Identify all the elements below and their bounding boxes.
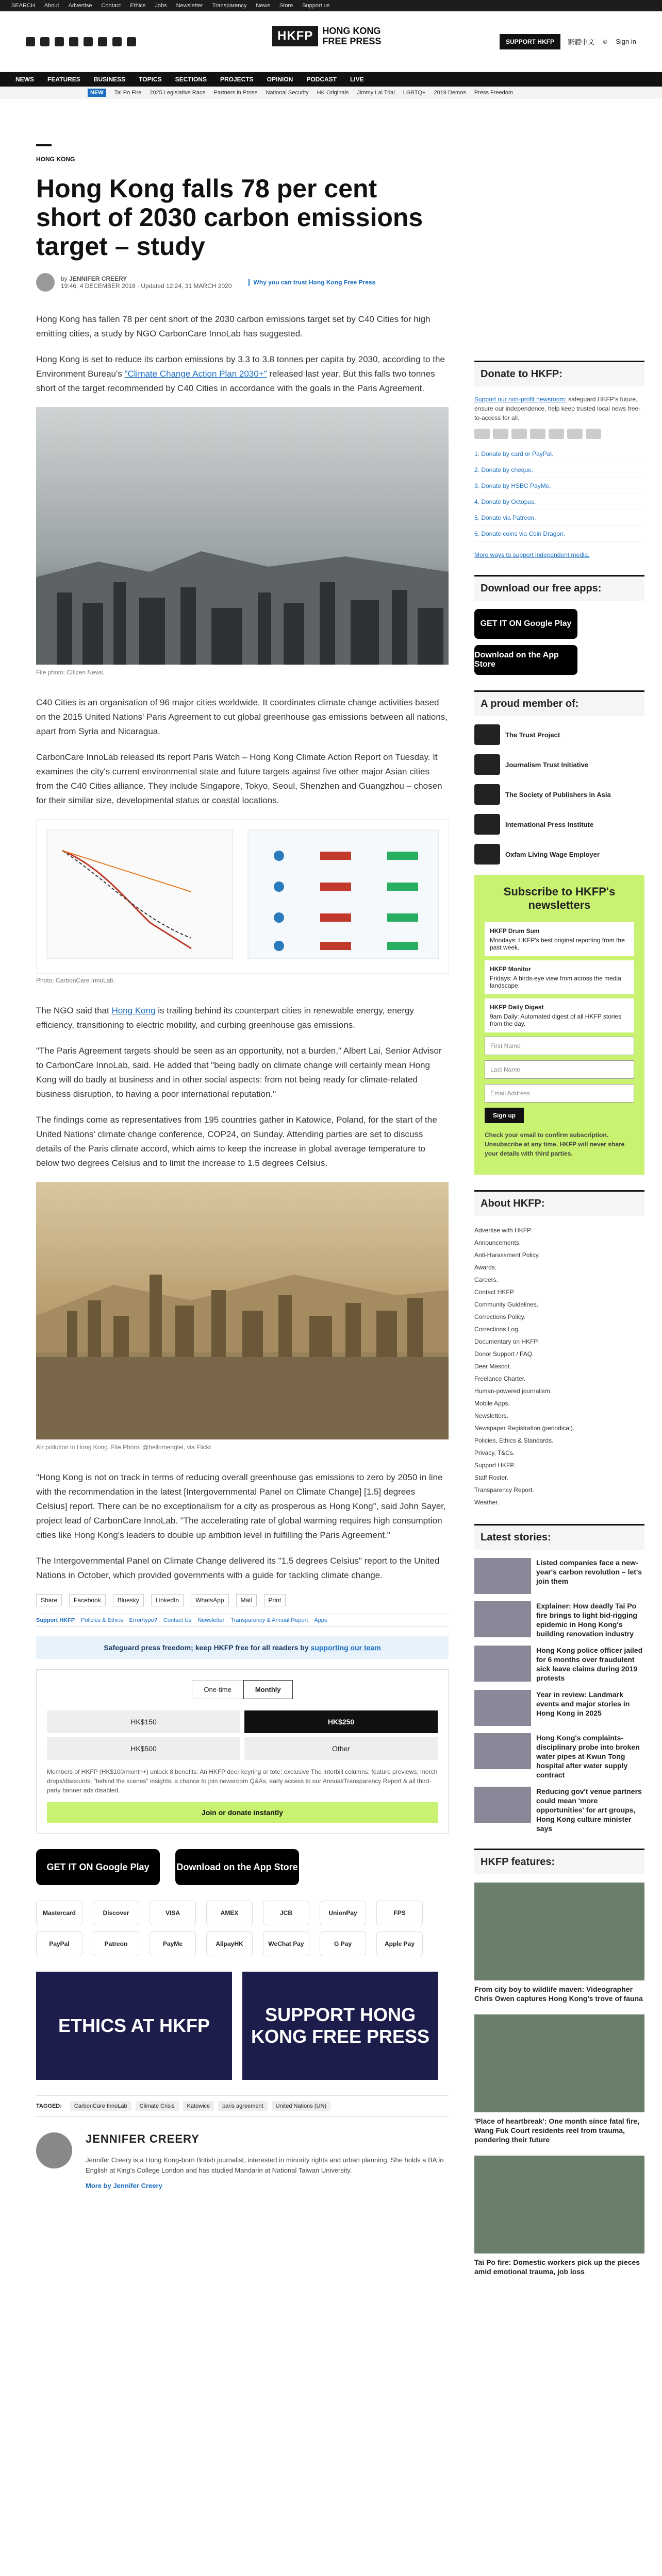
latest-story[interactable] (474, 1558, 644, 1594)
site-logo[interactable] (272, 26, 381, 46)
topbar-link[interactable]: Support us (302, 3, 330, 9)
about-link[interactable]: Transparency Report. (474, 1486, 534, 1494)
story-thumbnail (474, 1787, 531, 1823)
text: is trailing behind its counterpart cities in renewable energy, energy efficiency, transitioning to electric mobility, and curbing greenhouse gas emissions. (36, 1006, 414, 1030)
about-link[interactable]: Staff Roster. (474, 1474, 508, 1481)
app-store-badge[interactable]: Download on the App Store (474, 645, 577, 675)
apps-heading: Download our free apps: (474, 575, 644, 601)
story-title: Listed companies face a new-year's carbon revolution – let's join them (536, 1558, 642, 1585)
payment-logo: PayMe (150, 1931, 196, 1956)
photo-caption: File photo: Citizen News. (36, 669, 105, 676)
instagram-icon[interactable] (55, 37, 64, 46)
share-button[interactable]: Share (36, 1594, 62, 1606)
subnav-item[interactable]: 2025 Legislative Race (150, 90, 206, 96)
story-thumbnail (474, 1690, 531, 1726)
story-thumbnail (474, 1601, 531, 1637)
app-badges (36, 1849, 449, 1885)
about-link[interactable]: Documentary on HKFP. (474, 1338, 539, 1345)
member-logo[interactable] (474, 814, 644, 835)
topbar-link[interactable]: Newsletter (176, 3, 203, 9)
payment-logo: FPS (376, 1901, 423, 1925)
main-nav (0, 72, 662, 87)
report-chart-graphic (37, 820, 448, 973)
newsletter-desc: Fridays: A birds-eye view from across the media landscape. (490, 975, 621, 989)
nav-item[interactable]: OPINION (267, 76, 293, 83)
mail-share[interactable]: Mail (236, 1594, 257, 1606)
user-icon[interactable]: ☺ (601, 38, 609, 45)
amount-options (47, 1710, 438, 1760)
article (36, 144, 449, 2190)
author-name[interactable]: JENNIFER CREERY (86, 2132, 200, 2145)
paragraph: The Intergovernmental Panel on Climate Change delivered its "1.5 degrees Celsius" report to the United Nations in October, which provided governments with a guide for tackling climate change. (36, 1556, 440, 1580)
x-icon[interactable] (40, 37, 49, 46)
paragraph: The findings come as representatives from 195 countries gather in Katowice, Poland, for the start of the United Nations' climate change conference, COP24, on Sunday. Attending parties are set to discuss details of the Paris climate accord, which aims to keep the increase in global average temperature to below two degrees Celsius and to limit the increase to 1.5 degrees Celsius. (36, 1115, 437, 1168)
logo-line: HONG KONG (322, 26, 381, 36)
feature-story[interactable] (474, 2014, 644, 2144)
article-dates: 19:46, 4 DECEMBER 2018 · Updated 12:24, 31 MARCH 2020 (61, 282, 232, 290)
paragraph (36, 1004, 449, 1032)
member-logo[interactable] (474, 784, 644, 805)
support-video[interactable]: SUPPORT HONG KONG FREE PRESS (242, 1972, 438, 2080)
author-photo (36, 2132, 72, 2168)
report-chart-image (36, 819, 449, 974)
payment-logo: WeChat Pay (263, 1931, 309, 1956)
paragraph: C40 Cities is an organisation of 96 major cities worldwide. It coordinates climate change activities based on the 2015 United Nations' Paris Agreement to cut global greenhouse gas emissions between all nations, apart from Syria and Nicaragua. (36, 698, 448, 736)
paragraph: "Hong Kong is not on track in terms of reducing overall greenhouse gas emissions to zero by 2050 in line with the recommendation in the latest [Intergovernmental Panel on Climate Change] [1.5] degrees Celsius] report. There can be no exceptionalism for a city as prosperous as Hong Kong", said John Sayer, project lead of CarbonCare InnoLab. "The accelerating rate of global warming requires high consumption cities like Hong Kong's leaders to double up ambition level in fulfilling the Paris Agreement." (36, 1472, 446, 1540)
ethics-video[interactable]: ETHICS AT HKFP (36, 1972, 232, 2080)
story-thumbnail (474, 1733, 531, 1769)
story-title: Hong Kong's complaints-disciplinary probe into broken water pipes at Kwun Tong hospital after water supply contract (536, 1734, 640, 1779)
paragraph: CarbonCare InnoLab released its report Paris Watch – Hong Kong Climate Action Report on Tuesday. It examines the city's current environmental state and future targets against five other major Asian cities from the C40 Cities alliance. They include Singapore, Tokyo, Seoul, Shenzhen and Guangzhou – chosen for their similar size, developmental status or coastal locations. (36, 752, 442, 805)
payment-logo: Apple Pay (376, 1931, 423, 1956)
donate-method[interactable]: 3. Donate by HSBC PayMe. (474, 478, 644, 494)
amount-option[interactable]: HK$500 (47, 1737, 240, 1760)
donate-method[interactable]: 4. Donate by Octopus. (474, 494, 644, 510)
story-thumbnail (474, 1646, 531, 1682)
donate-intro-link[interactable]: Support our non-profit newsroom: (474, 396, 567, 403)
signin-link[interactable]: Sign in (616, 38, 636, 45)
top-bar (0, 0, 662, 11)
membership-benefits: Members of HKFP (HK$100/month+) unlock 8 benefits: An HKFP deer keyring or tote; exclusive The Interbill columns; feature previews; merch drops/discounts; "behind the scenes" insights; a chance to join newsroom Q&As, early access to our Annual/Transparency Report & all third-party banner ads disabled. (47, 1768, 438, 1794)
payment-logo: JCB (263, 1901, 309, 1925)
google-play-badge[interactable]: GET IT ON Google Play (474, 609, 577, 639)
tag-link[interactable]: United Nations (UN) (272, 2101, 330, 2111)
feature-image (474, 1883, 644, 1980)
donate-banner (36, 1636, 449, 1659)
topbar-link[interactable]: Contact (101, 3, 121, 9)
feature-story[interactable] (474, 2156, 644, 2276)
topbar-link[interactable]: Transparency (212, 3, 247, 9)
payment-logo: Discover (93, 1901, 139, 1925)
latest-story[interactable] (474, 1787, 644, 1833)
newsletter-title: Subscribe to HKFP's newsletters (503, 885, 616, 911)
tag-link[interactable]: paris agreement (218, 2101, 268, 2111)
payment-logo: VISA (150, 1901, 196, 1925)
facebook-share[interactable]: Facebook (69, 1594, 106, 1606)
support-link[interactable]: Newsletter (197, 1617, 225, 1623)
nav-item[interactable]: PROJECTS (220, 76, 254, 83)
payment-logo: AMEX (206, 1901, 253, 1925)
signup-button[interactable]: Sign up (485, 1108, 524, 1123)
telegram-icon[interactable] (98, 37, 107, 46)
print-button[interactable]: Print (264, 1594, 286, 1606)
latest-list (474, 1558, 644, 1833)
support-button[interactable]: SUPPORT HKFP (500, 34, 560, 49)
support-link[interactable]: Support HKFP (36, 1617, 75, 1623)
topbar-link[interactable]: About (44, 3, 59, 9)
member-logo[interactable] (474, 754, 644, 775)
donate-method[interactable]: 2. Donate by cheque. (474, 462, 644, 478)
logo-text (322, 26, 381, 46)
about-link[interactable]: Anti-Harassment Policy. (474, 1251, 540, 1259)
tagged-label: TAGGED: (36, 2103, 62, 2109)
subnav-item[interactable]: LGBTQ+ (403, 90, 426, 96)
applepay-icon (567, 429, 583, 439)
topbar-link[interactable]: Store (279, 3, 293, 9)
gpay-icon (586, 429, 601, 439)
jcb-icon (530, 429, 545, 439)
about-list (474, 1224, 644, 1509)
tag-list (36, 2095, 449, 2117)
story-thumbnail (474, 1558, 531, 1594)
amount-option[interactable]: Other (244, 1737, 438, 1760)
nav-item[interactable]: SECTIONS (175, 76, 207, 83)
about-link[interactable]: Policies, Ethics & Standards. (474, 1437, 554, 1444)
header-actions (500, 34, 636, 49)
author-link[interactable]: JENNIFER CREERY (69, 275, 127, 282)
promo-videos (36, 1972, 449, 2080)
threads-icon[interactable] (69, 37, 78, 46)
author-box (36, 2132, 449, 2190)
newsletter-option[interactable] (485, 922, 634, 956)
payment-logo: Mastercard (36, 1901, 82, 1925)
visa-icon (493, 429, 508, 439)
about-link[interactable]: Announcements. (474, 1239, 521, 1246)
tab-monthly[interactable]: Monthly (243, 1680, 293, 1699)
member-name: International Press Institute (505, 820, 594, 828)
topbar-link[interactable]: Advertise (68, 3, 92, 9)
last-name-input[interactable]: Last Name (485, 1060, 634, 1079)
story-title: Explainer: How deadly Tai Po fire brings to light bid-rigging epidemic in Hong Kong's building renovation industry (536, 1602, 637, 1638)
amount-option-selected[interactable]: HK$250 (244, 1710, 438, 1733)
amount-option[interactable]: HK$150 (47, 1710, 240, 1733)
chart-caption: Photo: CarbonCare InnoLab. (36, 977, 115, 984)
bluesky-share[interactable]: Bluesky (113, 1594, 144, 1606)
smog-photo (36, 407, 449, 665)
subnav-item[interactable]: Press Freedom (474, 90, 514, 96)
about-link[interactable]: Newspaper Registration (periodical). (474, 1425, 575, 1432)
logo-box: HKFP (272, 26, 318, 46)
donate-method[interactable]: 1. Donate by card or PayPal. (474, 446, 644, 462)
text: Hong Kong is set to reduce its carbon emissions by 3.3 to 3.8 tonnes per capita by 2030, according to the Environment Bureau's (36, 354, 445, 379)
harbour-photo (36, 1182, 449, 1439)
payment-logo: Patreon (93, 1931, 139, 1956)
about-link[interactable]: Weather. (474, 1499, 499, 1506)
share-bar (36, 1594, 449, 1606)
latest-story[interactable] (474, 1690, 644, 1726)
support-link[interactable]: Error/typo? (129, 1617, 157, 1623)
join-button[interactable]: Join or donate instantly (47, 1802, 438, 1823)
story-title: Reducing gov't venue partners could mean 'more opportunities' for art groups, Hong Kong culture minister says (536, 1787, 642, 1833)
article-title: Hong Kong falls 78 per cent short of 2030 carbon emissions target – study (36, 174, 423, 261)
first-name-input[interactable]: First Name (485, 1037, 634, 1055)
donate-form (36, 1669, 449, 1834)
card-icons (474, 429, 644, 439)
support-link[interactable]: Transparency & Annual Report (230, 1617, 308, 1623)
latest-story[interactable] (474, 1733, 644, 1780)
photo-caption: Air pollution in Hong Kong. File Photo: @hellomenglei, via Flickr. (36, 1444, 213, 1451)
donate-intro-text: safeguard HKFP's future, ensure our independence, help keep trusted local news free-to-access for all. (474, 396, 641, 421)
trust-project-icon (474, 724, 500, 745)
donate-method[interactable]: 6. Donate coins via Coin Dragon. (474, 526, 644, 542)
more-ways-link[interactable]: More ways to support independent media. (474, 551, 590, 558)
by-label: by (61, 275, 68, 282)
newsletter-name: HKFP Drum Sum (490, 927, 540, 935)
topbar-link[interactable]: Jobs (155, 3, 167, 9)
payment-logo: AlipayHK (206, 1931, 253, 1956)
nav-item[interactable]: TOPICS (139, 76, 162, 83)
about-link[interactable]: Awards. (474, 1264, 497, 1271)
frequency-tabs (47, 1680, 438, 1699)
rss-icon[interactable] (127, 37, 136, 46)
logo-line: FREE PRESS (322, 36, 382, 46)
amex-icon (511, 429, 527, 439)
newsletter-note: Check your email to confirm subscription. Unsubscribe at any time. HKFP will never share your details with third parties. (485, 1131, 625, 1157)
nav-item[interactable]: LIVE (350, 76, 364, 83)
tag-link[interactable]: Katowice (183, 2101, 214, 2111)
about-link[interactable]: Contact HKFP. (474, 1289, 515, 1296)
social-links (26, 37, 136, 46)
subnav-item[interactable]: HK Originals (317, 90, 349, 96)
member-name: The Trust Project (505, 731, 560, 739)
donate-banner-text: Safeguard press freedom; keep HKFP free for all readers by (104, 1643, 311, 1652)
google-play-badge[interactable]: GET IT ON Google Play (36, 1849, 160, 1885)
oxfam-icon (474, 844, 500, 865)
feature-title: 'Place of heartbreak': One month since fatal fire, Wang Fuk Court residents reel from trauma, pondering their future (474, 2117, 640, 2144)
subnav-item[interactable]: Tai Po Fire (114, 90, 142, 96)
email-input[interactable]: Email Address (485, 1084, 634, 1103)
sopa-icon (474, 784, 500, 805)
latest-story[interactable] (474, 1601, 644, 1638)
about-link[interactable]: Privacy, T&Cs. (474, 1449, 515, 1456)
mastercard-icon (474, 429, 490, 439)
about-link[interactable]: Mobile Apps. (474, 1400, 510, 1407)
donate-heading: Donate to HKFP: (474, 361, 644, 386)
paragraph: "The Paris Agreement targets should be seen as an opportunity, not a burden," Albert Lai, Senior Advisor to CarbonCare InnoLab, said. He added that "being badly on climate change will certainly mean Hong Kong will do badly at business and in other social aspects: from not being ready for climate-related business disruption, to having a poor international reputation." (36, 1046, 442, 1099)
donate-intro (474, 395, 644, 422)
support-link[interactable]: Policies & Ethics (81, 1617, 123, 1623)
feature-title: Tai Po fire: Domestic workers pick up the pieces amid emotional trauma, job loss (474, 2258, 640, 2276)
about-link[interactable]: Community Guidelines. (474, 1301, 539, 1308)
payment-logo: PayPal (36, 1931, 82, 1956)
newsletter-name: HKFP Daily Digest (490, 1004, 544, 1011)
subnav-item[interactable]: National Security (266, 90, 309, 96)
about-link[interactable]: Donor Support / FAQ. (474, 1350, 534, 1358)
sub-nav (0, 87, 662, 99)
byline (36, 273, 449, 292)
whatsapp-share[interactable]: WhatsApp (191, 1594, 228, 1606)
more-ways-row (474, 550, 644, 560)
feature-image (474, 2014, 644, 2112)
inline-link[interactable]: "Climate Change Action Plan 2030+" (124, 369, 267, 379)
member-name: The Society of Publishers in Asia (505, 790, 611, 799)
facebook-icon[interactable] (26, 37, 35, 46)
linkedin-share[interactable]: LinkedIn (151, 1594, 184, 1606)
category-link[interactable]: HONG KONG (36, 156, 75, 163)
text: The NGO said that (36, 1006, 112, 1015)
nav-item[interactable]: NEWS (15, 76, 34, 83)
search-link[interactable]: SEARCH (11, 3, 35, 9)
about-link[interactable]: Corrections Log. (474, 1326, 520, 1333)
features-list (474, 1883, 644, 2276)
nav-item[interactable]: BUSINESS (93, 76, 126, 83)
article-photo (36, 1182, 449, 1439)
latest-heading: Latest stories: (474, 1524, 644, 1550)
tag-link[interactable]: Climate Crisis (136, 2101, 179, 2111)
text: released last year. But this falls two tonnes short of the target recommended by C40 Cities in accordance with the goals in the Paris Agreement. (36, 369, 435, 393)
new-badge: NEW (88, 89, 106, 97)
subnav-item[interactable]: 2019 Demos (434, 90, 466, 96)
paragraph: Hong Kong has fallen 78 per cent short of the 2030 carbon emissions target set by C40 Cities for high emitting cities, a study by NGO CarbonCare InnoLab has suggested. (36, 314, 431, 338)
members-heading: A proud member of: (474, 690, 644, 716)
member-name: Journalism Trust Initiative (505, 760, 589, 769)
paypal-icon (549, 429, 564, 439)
sidebar (474, 361, 644, 2287)
nav-item[interactable]: FEATURES (47, 76, 80, 83)
support-links (36, 1614, 449, 1627)
newsletter-box (474, 875, 644, 1175)
payment-logo: UnionPay (320, 1901, 366, 1925)
payment-logos (36, 1901, 449, 1956)
about-link[interactable]: Support HKFP. (474, 1462, 516, 1469)
member-name: Oxfam Living Wage Employer (505, 850, 600, 858)
article-photo (36, 407, 449, 665)
newsletter-desc: Mondays: HKFP's best original reporting from the past week. (490, 937, 625, 951)
donate-method[interactable]: 5. Donate via Patreon. (474, 510, 644, 526)
story-title: Hong Kong police officer jailed for 6 months over fraudulent sick leave claims during 2019 protests (536, 1646, 643, 1682)
newsletter-desc: 9am Daily: Automated digest of all HKFP stories from the day. (490, 1013, 622, 1027)
author-avatar (36, 273, 55, 292)
paragraph (36, 352, 449, 396)
app-store-badge[interactable]: Download on the App Store (175, 1849, 299, 1885)
more-by-author-link[interactable]: More by Jennifer Creery (86, 2182, 162, 2190)
newsletter-name: HKFP Monitor (490, 965, 531, 973)
subnav-item[interactable]: Jimmy Lai Trial (357, 90, 395, 96)
newsletter-option[interactable] (485, 960, 634, 994)
donate-banner-link[interactable]: supporting our team (310, 1643, 381, 1652)
about-link[interactable]: Corrections Policy. (474, 1313, 526, 1320)
topbar-link[interactable]: Ethics (130, 3, 146, 9)
language-link[interactable]: 繁體中文 (567, 38, 594, 46)
latest-story[interactable] (474, 1646, 644, 1683)
about-link[interactable]: Freelance Charter. (474, 1375, 526, 1382)
nav-item[interactable]: PODCAST (306, 76, 337, 83)
youtube-icon[interactable] (112, 37, 122, 46)
kicker-rule (36, 144, 52, 146)
bluesky-icon[interactable] (84, 37, 93, 46)
story-title: Year in review: Landmark events and major stories in Hong Kong in 2025 (536, 1690, 630, 1717)
tab-one-time[interactable]: One-time (192, 1680, 243, 1699)
topbar-link[interactable]: News (256, 3, 270, 9)
about-link[interactable]: Advertise with HKFP. (474, 1227, 532, 1234)
site-header (0, 11, 662, 72)
about-link[interactable]: Human-powered journalism. (474, 1387, 552, 1395)
features-heading: HKFP features: (474, 1849, 644, 1874)
support-link[interactable]: Contact Us (163, 1617, 192, 1623)
inline-link[interactable]: Hong Kong (111, 1006, 156, 1015)
newsletter-option[interactable] (485, 998, 634, 1032)
feature-image (474, 2156, 644, 2253)
about-link[interactable]: Deer Mascot. (474, 1363, 511, 1370)
tag-link[interactable]: CarbonCare InnoLab (70, 2101, 131, 2111)
about-link[interactable]: Newsletters. (474, 1412, 509, 1419)
feature-story[interactable] (474, 1883, 644, 2003)
member-logo[interactable] (474, 724, 644, 745)
subnav-item[interactable]: Partners in Prose (213, 90, 258, 96)
payment-logo: G Pay (320, 1931, 366, 1956)
about-heading: About HKFP: (474, 1190, 644, 1216)
ipi-icon (474, 814, 500, 835)
author-bio: Jennifer Creery is a Hong Kong-born British journalist, interested in minority rights and urban planning. She holds a BA in English at King's College London and has studied Mandarin at National Taiwan University. (86, 2156, 444, 2174)
donate-methods (474, 446, 644, 542)
member-logo[interactable] (474, 844, 644, 865)
jti-icon (474, 754, 500, 775)
trust-link[interactable]: Why you can trust Hong Kong Free Press (249, 279, 376, 286)
feature-title: From city boy to wildlife maven: Videographer Chris Owen captures Hong Kong's trove of fauna (474, 1985, 643, 2003)
support-link[interactable]: Apps (314, 1617, 327, 1623)
about-link[interactable]: Careers. (474, 1276, 499, 1283)
